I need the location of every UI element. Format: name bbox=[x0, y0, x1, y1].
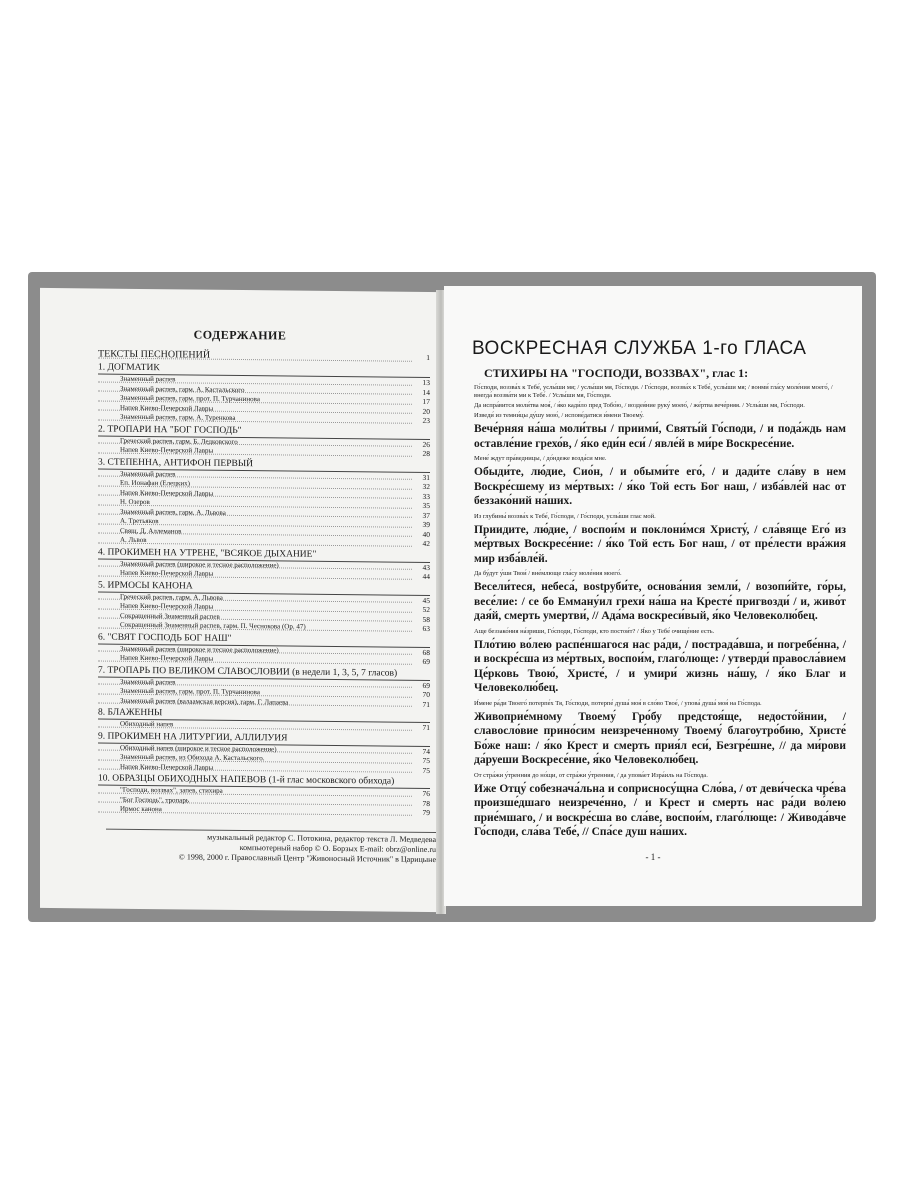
toc-page-number: 68 bbox=[422, 647, 430, 657]
toc-entry-title: 6. "СВЯТ ГОСПОДЬ БОГ НАШ" bbox=[98, 632, 232, 644]
toc-page-number: 37 bbox=[422, 510, 430, 520]
credit-line: компьютерный набор © О. Борзых E-mail: obrz@online.ru bbox=[239, 842, 436, 855]
toc-entry-title: 1. ДОГМАТИК bbox=[98, 362, 160, 374]
toc-entry-title: Греческий распев, гарм. Б. Ледковского bbox=[120, 436, 238, 446]
toc-entry-title: Знаменный распев, из Обихода А. Кастальского. bbox=[120, 752, 265, 763]
psalm-verse: Аще беззако́ния на́зриши, Го́споди, Го́споди, кто постои́т? / Я́ко у Тебе́ очище́ние есть. bbox=[474, 627, 715, 635]
toc-entry-title: Напев Киево-Печерской Лавры bbox=[120, 445, 214, 455]
toc-entry-title: Знаменный распев (широкое и тесное расположение) bbox=[120, 644, 279, 654]
toc-entry-title: 2. ТРОПАРИ НА "БОГ ГОСПОДЬ" bbox=[98, 424, 242, 436]
toc-entry-title: Знаменный распев, гарм. прот. П. Турчанинова bbox=[120, 393, 260, 404]
toc-page-number: 76 bbox=[422, 788, 430, 798]
psalm-verse: Да бу́дут у́ши Твои́ / вне́млюще гла́су моле́ния моего́. bbox=[474, 570, 622, 577]
toc-page-number: 71 bbox=[422, 722, 430, 732]
toc-entry-title: Напев Киево-Печерской Лавры bbox=[120, 653, 214, 663]
toc-entry-title: "Бог Господь", тропарь bbox=[120, 795, 190, 804]
psalm-verse: Изведи́ из темни́цы ду́шу мою́, / испове́датися и́мени Твоему́. bbox=[474, 412, 644, 419]
toc-page-number: 69 bbox=[422, 680, 430, 690]
toc-page-number: 20 bbox=[422, 406, 430, 416]
toc-page-number: 52 bbox=[422, 604, 430, 614]
toc-entry-title: Знаменный распев, гарм. А. Кастальского bbox=[120, 384, 245, 394]
toc-entry-title: Напев Киево-Печерской Лавры bbox=[120, 403, 214, 413]
toc-page-number: 23 bbox=[422, 415, 430, 425]
toc-page-number: 44 bbox=[422, 571, 430, 581]
left-page-contents bbox=[40, 288, 440, 912]
toc-page-number: 63 bbox=[422, 623, 430, 633]
toc-entry-title: Свящ. Д. Аллеманов bbox=[120, 526, 182, 535]
psalm-verse: От стра́жи у́тренния до но́щи, от стра́жи у́тренния, / да упова́ет Изра́иль на Го́спода. bbox=[474, 771, 708, 779]
toc-page-number: 33 bbox=[422, 491, 430, 501]
toc-page-number: 69 bbox=[422, 656, 430, 666]
toc-entry-title: 9. ПРОКИМЕН НА ЛИТУРГИИ, АЛЛИЛУИЯ bbox=[98, 731, 288, 743]
toc-entry-title: А. Третьяков bbox=[120, 516, 159, 526]
credit-line: © 1998, 2000 г. Православный Центр "Живоносный Источник" в Царицыне bbox=[178, 852, 436, 865]
sticheron: Пло́тию во́лею распе́ншагося нас ра́ди, / пострада́вша, и погребе́нна, / и воскре́сша из ме́ртвых, воспои́м, глаго́люще: / утверди́ правосла́вием Це́рковь Твою́, Христе́, / и умири́ жизнь на́шу, / я́ко Благ и Человеколю́бец. bbox=[474, 638, 846, 694]
toc-entry-title: Знаменный распев bbox=[120, 469, 176, 478]
toc-page-number: 28 bbox=[422, 448, 430, 458]
toc-entry-title: 7. ТРОПАРЬ ПО ВЕЛИКОМ СЛАВОСЛОВИИ (в недели 1, 3, 5, 7 гласов) bbox=[98, 665, 398, 679]
toc-entry-title: Сокращенный Знаменный распев bbox=[120, 611, 220, 621]
toc-entry-title: А. Львов bbox=[120, 535, 147, 545]
right-page-service bbox=[444, 286, 862, 906]
toc-page-number: 45 bbox=[422, 595, 430, 605]
toc-entry-title: Знаменный распев bbox=[120, 677, 176, 686]
stichera-heading: СТИХИРЫ НА "ГОСПОДИ, ВОЗЗВАХ", глас 1: bbox=[484, 366, 749, 380]
toc-entry-title: Знаменный распев, гарм. прот. П. Турчанинова bbox=[120, 686, 260, 697]
toc-page-number: 14 bbox=[422, 387, 430, 397]
toc-page-number: 79 bbox=[422, 807, 430, 817]
toc-page-number: 1 bbox=[426, 352, 430, 362]
toc-entry-title: Греческий распев, гарм. А. Львова bbox=[120, 592, 223, 602]
toc-page-number: 31 bbox=[422, 472, 430, 482]
toc-entry-title: 5. ИРМОСЫ КАНОНА bbox=[98, 580, 193, 592]
toc-entry-title: 3. СТЕПЕННА, АНТИФОН ПЕРВЫЙ bbox=[98, 457, 253, 469]
psalm-verse: Из глубины́ воззва́х к Тебе́, Го́споди, / Го́споди, услы́ши глас мой. bbox=[474, 512, 656, 520]
toc-entry-title: "Господи, воззвах", запев, стихира bbox=[120, 785, 223, 795]
psalm-verse: И́мене ра́ди Твоего́ потерпе́х Тя, Го́споди, потерпе́ душа́ моя́ в сло́во Твое́, / упова́ душа́ моя́ на Го́спода. bbox=[474, 699, 762, 707]
toc-page-number: 75 bbox=[422, 755, 430, 765]
toc-entry-title: Знаменный распев, гарм. А. Туренкова bbox=[120, 412, 236, 422]
toc-row bbox=[98, 349, 430, 364]
toc-entry-title: Знаменный распев (широкое и тесное расположение) bbox=[120, 559, 279, 569]
toc-entry-title: Обиходный напев (широкое и тесное расположение) bbox=[120, 743, 277, 753]
toc-entry-title: ТЕКСТЫ ПЕСНОПЕНИЙ bbox=[98, 348, 211, 361]
toc-title: СОДЕРЖАНИЕ bbox=[193, 327, 287, 343]
toc-entry-title: Напев Киево-Печерской Лавры bbox=[120, 568, 214, 578]
sticheron: Приидите, лю́дие, / воспои́м и поклони́мся Христу́, / сла́вяще Его́ из ме́ртвых Воскресе́ние: / я́ко Той есть Бог наш, / от пре́лести вра́жия мир изба́вле́й. bbox=[474, 523, 846, 565]
sticheron: Иже Отцу́ собезнача́льна и соприсносу́щна Сло́ва, / от деви́ческа чре́ва произше́дшаго неизрече́нно, / и Крест и смерть нас ра́ди во́лею прие́мшаго, / и воскре́сша во сла́ве, воспои́м, глаго́люще: / Живода́вче Го́споди, сла́ва Тебе́, // Спа́се душ на́ших. bbox=[474, 782, 846, 838]
toc-page-number: 39 bbox=[422, 519, 430, 529]
toc-page-number: 17 bbox=[422, 396, 430, 406]
toc-list bbox=[98, 349, 430, 818]
toc-page-number: 75 bbox=[422, 765, 430, 775]
credit-line: музыкальный редактор С. Потокина, редактор текста Л. Медведева bbox=[207, 832, 436, 845]
sticheron: Вече́рняя на́ша моли́твы / приими́, Святы́й Го́споди, / и пода́ждь нам оставле́ние грехо́в, / я́ко еди́н еси́ / явле́й в ми́ре Воскресе́ние. bbox=[474, 423, 846, 450]
toc-page-number: 32 bbox=[422, 481, 430, 491]
toc-page-number: 71 bbox=[422, 699, 430, 709]
toc-entry-title: Еп. Ионафан (Елецких) bbox=[120, 478, 190, 488]
psalm-verse: Мене́ ждут пра́ведницы, / до́ндеже возда́си мне. bbox=[474, 455, 607, 462]
toc-entry-title: 4. ПРОКИМЕН НА УТРЕНЕ, "ВСЯКОЕ ДЫХАНИЕ" bbox=[98, 547, 317, 560]
toc-entry-title: Ирмос канона bbox=[120, 804, 162, 814]
toc-entry-title: Знаменный распев, гарм. А. Львова bbox=[120, 507, 226, 517]
page-number: - 1 - bbox=[645, 852, 661, 862]
toc-page-number: 42 bbox=[422, 538, 430, 548]
psalm-verse: Да испра́вится моли́тва моя́, / я́ко кади́ло пред Тобо́ю, / воздея́ние руку́ моею́, / же́ртва вече́рняя. / Услы́ши мя, Го́споди. bbox=[474, 402, 805, 409]
hymn-text bbox=[474, 382, 846, 844]
toc-entry-title: Напев Киево-Печерской Лавры bbox=[120, 762, 214, 772]
sticheron: Живоприе́мному Твоему́ Гро́бу предстоя́ще, недосто́йнии, / славосло́вие прино́сим неизрече́нному Твоему́ благоутро́бию, Христе́ Бо́же наш: / я́ко Крест и смерть прия́л еси́, Безгре́шне, // да ми́рови да́руеши Воскресе́ние, я́ко Человеколю́бец. bbox=[474, 710, 846, 766]
toc-page-number: 70 bbox=[422, 689, 430, 699]
toc-entry-title: Знаменный распев (валаамская версия), гарм. Г. Лапаева bbox=[120, 696, 289, 707]
toc-entry-title: Н. Озеров bbox=[120, 497, 150, 507]
toc-page-number: 58 bbox=[422, 614, 430, 624]
toc-entry-title: Напев Киево-Печерской Лавры bbox=[120, 601, 214, 611]
toc-entry-title: Обиходный напев bbox=[120, 719, 174, 729]
open-booklet bbox=[40, 290, 862, 918]
toc-page-number: 35 bbox=[422, 500, 430, 510]
toc-page-number: 26 bbox=[422, 439, 430, 449]
credits bbox=[106, 829, 436, 865]
sticheron: Обыди́те, лю́дие, Сио́н, / и обыми́те его́, / и дади́те сла́ву в нем Воскре́сшему из ме́ртвых: / я́ко Той есть Бог наш, / изба́вле́й нас от беззако́ний на́ших. bbox=[474, 466, 846, 507]
toc-entry-title: Напев Киево-Печерской Лавры bbox=[120, 488, 214, 498]
toc-page-number: 43 bbox=[422, 562, 430, 572]
toc-entry-title: Сокращенный Знаменный распев, гарм. П. Чеснокова (Ор. 47) bbox=[120, 620, 306, 631]
toc-entry-title: 10. ОБРАЗЦЫ ОБИХОДНЫХ НАПЕВОВ (1-й глас московского обихода) bbox=[98, 773, 395, 787]
toc-page-number: 74 bbox=[422, 746, 430, 756]
toc-entry-title: 8. БЛАЖЕННЫ bbox=[98, 707, 163, 719]
toc-page-number: 40 bbox=[422, 529, 430, 539]
service-title: ВОСКРЕСНАЯ СЛУЖБА 1-го ГЛАСА bbox=[472, 338, 807, 359]
toc-page-number: 13 bbox=[422, 377, 430, 387]
psalm-verse: Го́споди, воззва́х к Тебе́, услы́ши мя; / услы́ши мя, Го́споди. / Го́споди, воззва́х к Тебе́, услы́ши мя; / вонми́ гла́су моле́ния моего́, / внегда́ воззва́ти ми к Тебе́. / Услы́ши мя, Го́споди. bbox=[474, 384, 833, 399]
sticheron: Весели́теся, небеса́, вostруби́те, основа́ния земли́, / возопи́йте, го́ры, весе́лие: / се бо Емману́ил грехи́ на́ша на Кресте́ пригвозди́ / и, живо́т дая́й, смерть умертви́, // Ада́ма воскреси́вый, я́ко Человеколю́бец. bbox=[474, 581, 846, 622]
toc-entry-title: Знаменный распев bbox=[120, 374, 176, 384]
toc-page-number: 78 bbox=[422, 798, 430, 808]
